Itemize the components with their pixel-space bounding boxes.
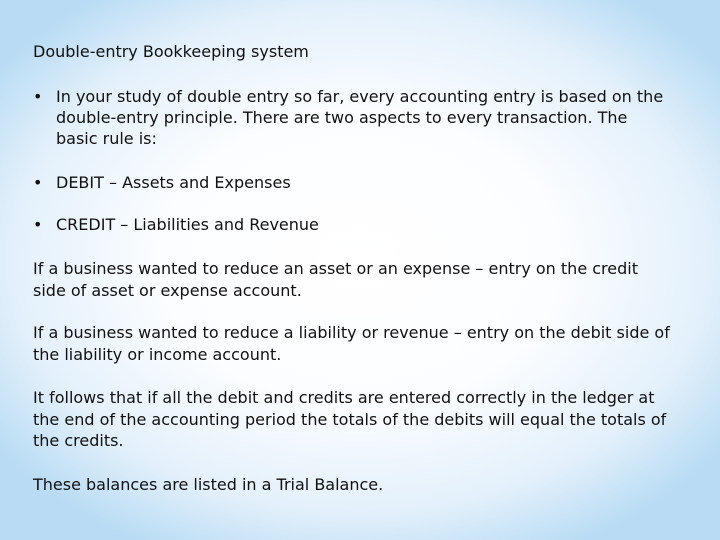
paragraph: If a business wanted to reduce an asset or an expense – entry on the credit side of asset or expense account. [33, 259, 638, 300]
bullet-text: DEBIT – Assets and Expenses [56, 173, 291, 192]
bullet-icon: • [33, 173, 43, 192]
bullet-item [33, 172, 673, 193]
slide-title: Double-entry Bookkeeping system [33, 42, 309, 61]
bullet-item [33, 214, 673, 235]
bullet-icon: • [33, 215, 43, 234]
bullet-text: In your study of double entry so far, every accounting entry is based on the double-entry principle. There are two aspects to every transaction. The basic rule is: [56, 87, 664, 148]
bullet-item [33, 86, 673, 149]
paragraph: It follows that if all the debit and credits are entered correctly in the ledger at the end of the accounting period the totals of the debits will equal the totals of the credits. [33, 388, 667, 450]
bullet-text: CREDIT – Liabilities and Revenue [56, 215, 319, 234]
paragraph: If a business wanted to reduce a liability or revenue – entry on the debit side of the liability or income account. [33, 323, 670, 364]
paragraph: These balances are listed in a Trial Balance. [33, 475, 384, 494]
bullet-icon: • [33, 87, 43, 106]
